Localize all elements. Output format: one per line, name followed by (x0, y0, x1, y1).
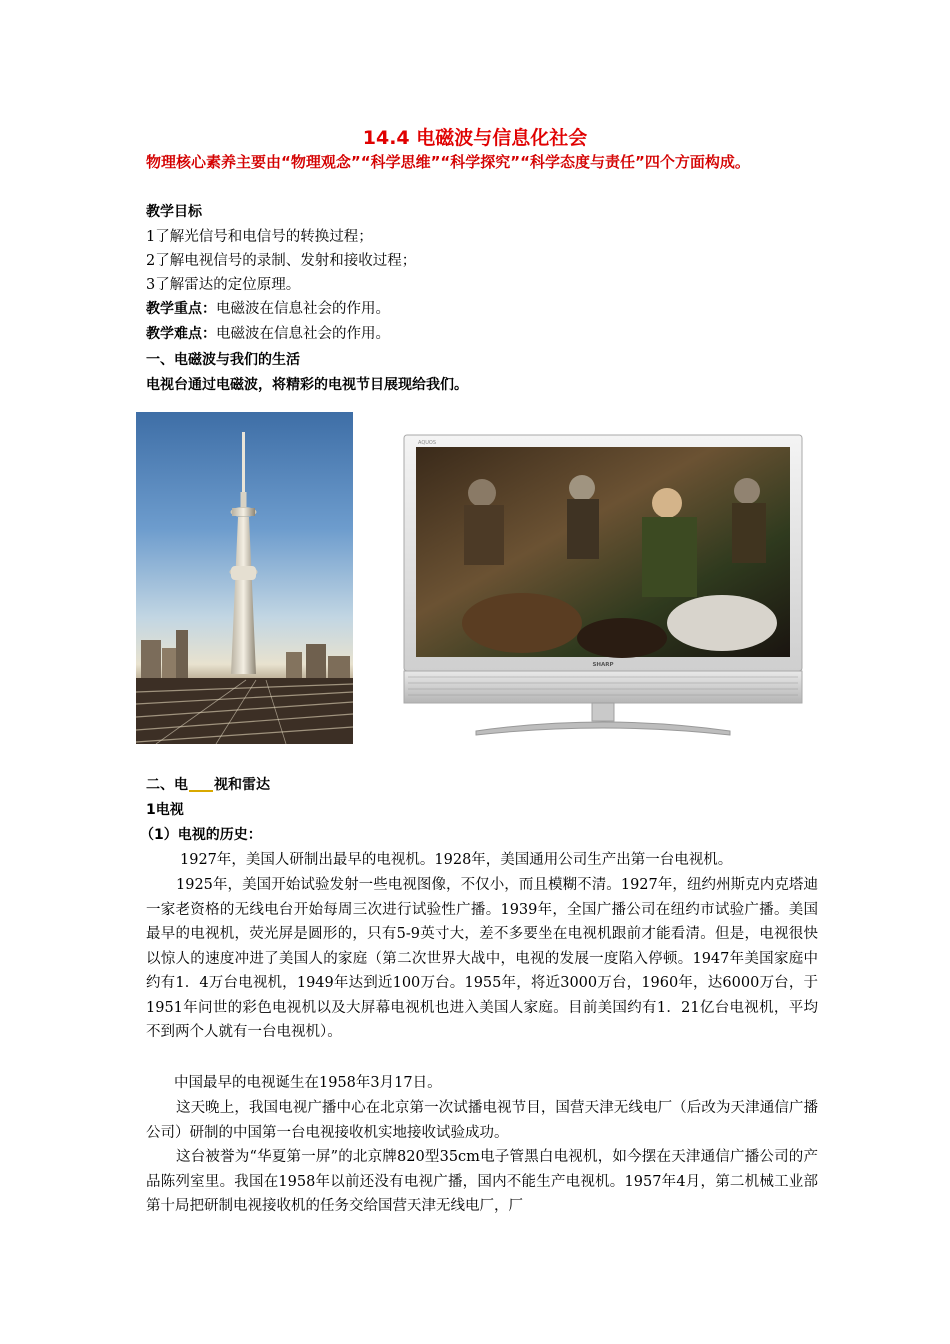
goal-item: 1了解光信号和电信号的转换过程； (146, 229, 373, 245)
key-point-label: 教学重点： (146, 301, 216, 317)
goal-item: 3了解雷达的定位原理。 (146, 277, 301, 293)
tv-tower-photo (136, 412, 353, 744)
paragraph: 这天晚上，我国电视广播中心在北京第一次试播电视节目，国营天津无线电厂（后改为天津通信广播公司）研制的中国第一台电视接收机实地接收试验成功。 (146, 1100, 818, 1141)
tv-brand-label: SHARP (592, 662, 614, 668)
subsection-tv-history: （1）电视的历史： (140, 827, 262, 843)
goals-heading: 教学目标 (146, 204, 202, 220)
section2-heading (146, 774, 270, 796)
difficulty (146, 323, 390, 345)
page-title: 14.4 电磁波与信息化社会 (362, 127, 588, 149)
difficulty-text: 电磁波在信息社会的作用。 (216, 326, 390, 342)
paragraph: 这台被誉为“华夏第一屏”的北京牌820型35cm电子管黑白电视机，如今摆在天津通信广播公司的产品陈列室里。我国在1958年以前还没有电视广播，国内不能生产电视机。1957年4月，第二机械工业部第十局把研制电视接收机的任务交给国营天津无线电厂，厂 (146, 1149, 818, 1214)
key-point (146, 298, 390, 320)
tv-brand-small: AQUOS (418, 440, 437, 446)
goal-item: 2了解电视信号的录制、发射和接收过程； (146, 253, 417, 269)
section1-heading: 一、电磁波与我们的生活 (146, 352, 300, 368)
subsection-tv: 1电视 (146, 802, 184, 818)
paragraph: 1925年，美国开始试验发射一些电视图像，不仅小，而且模糊不清。1927年，纽约州斯克内克塔迪一家老资格的无线电台开始每周三次进行试验性广播。1939年，全国广播公司在纽约市试验广播。美国最早的电视机，荧光屏是圆形的，只有5-9英寸大，差不多要坐在电视机跟前才能看清。但是，电视很快以惊人的速度冲进了美国人的家庭（第二次世界大战中，电视的发展一度陷入停顿。1947年美国家庭中约有1．4万台电视机，1949年达到近100万台。1955年，将近3000万台，1960年，达6000万台，于1951年问世的彩色电视机以及大屏幕电视机也进入美国人家庭。目前美国约有1．21亿台电视机，平均不到两个人就有一台电视机）。 (146, 877, 818, 1040)
core-literacy-intro: 物理核心素养主要由“物理观念”“科学思维”“科学探究”“科学态度与责任”四个方面构成。 (146, 153, 750, 171)
key-point-text: 电磁波在信息社会的作用。 (216, 301, 390, 317)
flat-panel-tv-photo (402, 433, 804, 739)
text-cursor-mark (189, 790, 213, 792)
paragraph: 1927年，美国人研制出最早的电视机。1928年，美国通用公司生产出第一台电视机。 (180, 852, 733, 868)
paragraph: 中国最早的电视诞生在1958年3月17日。 (174, 1075, 442, 1091)
section1-subheading: 电视台通过电磁波，将精彩的电视节目展现给我们。 (146, 377, 468, 393)
section2-heading-part-b: 视和雷达 (214, 777, 270, 793)
difficulty-label: 教学难点： (146, 326, 216, 342)
section2-heading-part-a: 二、电 (146, 777, 188, 793)
